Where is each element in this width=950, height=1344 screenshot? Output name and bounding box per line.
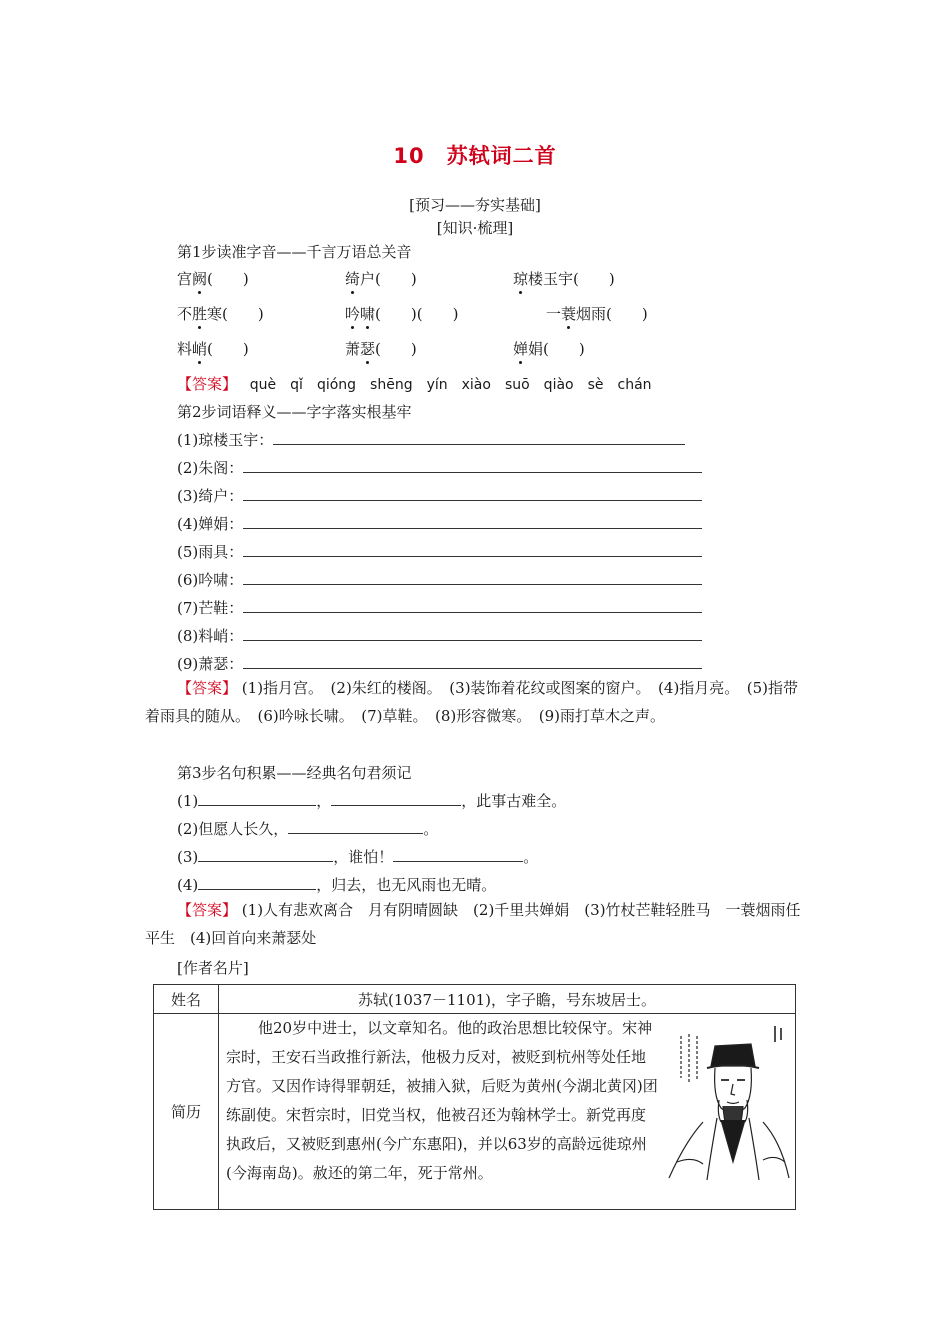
blank-line[interactable] — [288, 819, 423, 834]
pronounce-item: 婵娟( ) — [513, 340, 585, 358]
pinyin-answer: què qǐ qióng shēng yín xiào suō qiào sè chán — [249, 377, 652, 393]
pronounce-item: 料峭( ) — [177, 340, 249, 358]
section-knowledge-heading: [知识·梳理] — [436, 219, 514, 237]
blank-line[interactable] — [243, 486, 702, 501]
blank-line[interactable] — [198, 875, 316, 890]
definition-item: (6)吟啸： — [177, 569, 702, 590]
blank-line[interactable] — [331, 791, 461, 806]
blank-line[interactable] — [393, 847, 523, 862]
bio-label: 简历 — [154, 1014, 219, 1210]
pronounce-item: 不胜寒( ) — [177, 305, 264, 323]
name-label: 姓名 — [154, 985, 219, 1014]
step1-answer — [177, 373, 652, 394]
lesson-title: 10 苏轼词二首 — [393, 144, 557, 168]
pronounce-item: 吟啸( )( ) — [345, 305, 459, 323]
quote-item: (1) ， ，此事古难全。 — [177, 792, 567, 810]
answer-tag: 【答案】 — [177, 901, 238, 919]
pronounce-item: 萧瑟( ) — [345, 340, 417, 358]
blank-line[interactable] — [243, 542, 702, 557]
blank-line[interactable] — [243, 654, 702, 669]
blank-line[interactable] — [243, 570, 702, 585]
pronounce-item: 一蓑烟雨( ) — [546, 305, 648, 323]
definition-item: (1)琼楼玉宇： — [177, 429, 685, 450]
answer-tag: 【答案】 — [177, 679, 238, 697]
blank-line[interactable] — [243, 514, 702, 529]
definition-item: (8)料峭： — [177, 625, 702, 646]
blank-line[interactable] — [243, 458, 702, 473]
bio-text: 他20岁中进士，以文章知名。他的政治思想比较保守。宋神宗时，王安石当政推行新法，他极力反对，被贬到杭州等处任地方官。又因作诗得罪朝廷，被捕入狱，后贬为黄州(今湖北黄冈)团练副使。宋哲宗时，旧党当权，他被召还为翰林学士。新党再度执政后，又被贬到惠州(今广东惠阳)，并以63岁的高龄远徙琼州(今海南岛)。赦还的第二年，死于常州。 — [226, 1019, 658, 1182]
section-preview-heading: [预习——夯实基础] — [409, 196, 541, 214]
definition-item: (7)芒鞋： — [177, 597, 702, 618]
definition-item: (3)绮户： — [177, 485, 702, 506]
pronounce-item: 宫阙( ) — [177, 270, 249, 288]
step1-heading: 第1步读准字音——千言万语总关音 — [177, 243, 412, 261]
su-shi-portrait — [663, 1022, 791, 1182]
author-card-heading: [作者名片] — [177, 959, 249, 977]
step3-answer: 【答案】 (1)人有悲欢离合 月有阴晴圆缺 (2)千里共婵娟 (3)竹杖芒鞋轻胜马 一蓑烟雨任平生 (4)回首向来萧瑟处 — [145, 901, 801, 947]
quote-item: (3) ，谁怕！ 。 — [177, 848, 539, 866]
definition-item: (2)朱阁： — [177, 457, 702, 478]
quote-item: (4) ，归去，也无风雨也无晴。 — [177, 876, 497, 894]
definition-item: (9)萧瑟： — [177, 653, 702, 674]
blank-line[interactable] — [243, 598, 702, 613]
pronounce-item: 绮户( ) — [345, 270, 417, 288]
answer-tag: 【答案】 — [177, 375, 238, 393]
step3-heading: 第3步名句积累——经典名句君须记 — [177, 764, 412, 782]
blank-line[interactable] — [273, 430, 685, 445]
definition-item: (4)婵娟： — [177, 513, 702, 534]
blank-line[interactable] — [198, 791, 316, 806]
name-value: 苏轼(1037－1101)，字子瞻，号东坡居士。 — [219, 985, 796, 1014]
blank-line[interactable] — [243, 626, 702, 641]
step2-heading: 第2步词语释义——字字落实根基牢 — [177, 403, 412, 421]
definition-item: (5)雨具： — [177, 541, 702, 562]
pronounce-item: 琼楼玉宇( ) — [513, 270, 615, 288]
step2-answer: 【答案】 (1)指月宫。 (2)朱红的楼阁。 (3)装饰着花纹或图案的窗户。 (4)指月亮。 (5)指带着雨具的随从。 (6)吟咏长啸。 (7)草鞋。 (8)形容微寒。 (9)雨打草木之声。 — [145, 679, 799, 725]
blank-line[interactable] — [198, 847, 333, 862]
quote-item: (2)但愿人长久， 。 — [177, 820, 439, 838]
